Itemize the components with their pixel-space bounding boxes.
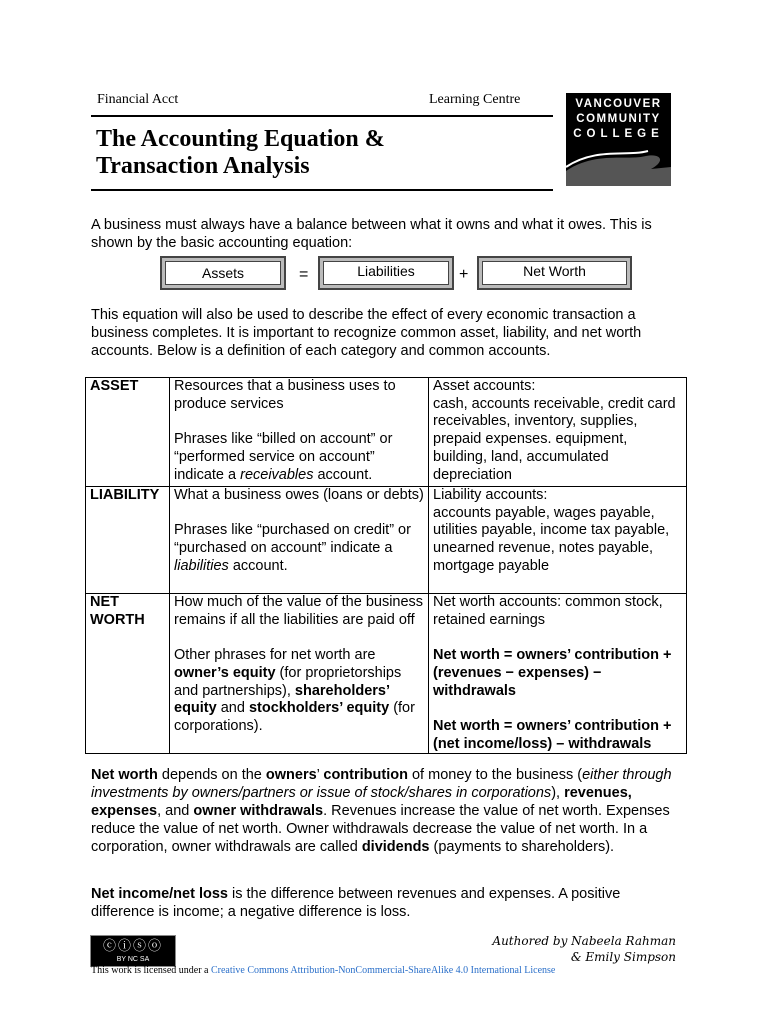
accounts-list: cash, accounts receivable, credit card receivables, inventory, supplies, prepaid expenses. equipment, building, land, accumulated depreciation (433, 395, 676, 483)
accounts-title: Liability accounts: (433, 487, 548, 503)
accounts-table (85, 377, 687, 754)
equals-sign: = (299, 266, 309, 283)
vcc-logo: VANCOUVER COMMUNITY COLLEGE (566, 93, 671, 186)
authors: Authored by Nabeela Rahman & Emily Simpson (492, 934, 676, 964)
accounts-list: accounts payable, wages payable, utilities payable, income tax payable, unearned revenue, notes payable, mortgage payable (433, 504, 670, 574)
assets-box: Assets (160, 256, 286, 290)
liabilities-box: Liabilities (318, 256, 454, 290)
table-row (86, 378, 687, 487)
phrases: Phrases like “billed on account” or “performed service on account” indicate a receivables account. (174, 431, 393, 483)
net-income-paragraph: Net income/net loss is the difference between revenues and expenses. A positive difference is income; a negative difference is loss. (91, 886, 621, 920)
paragraph: This equation will also be used to describe the effect of every economic transaction a business completes. It is important to recognize common asset, liability, and net worth accounts. Below is a definition of each category and common accounts. (91, 307, 642, 359)
row-label: NET WORTH (90, 594, 145, 628)
cc-icon: ⓒⓘⓢⓞ (102, 938, 163, 953)
course-label: Financial Acct (97, 92, 179, 107)
accounts-title: Asset accounts: (433, 378, 536, 394)
definition: What a business owes (loans or debts) (174, 487, 424, 503)
definition: Resources that a business uses to produce services (174, 378, 396, 412)
intro-text: A business must always have a balance between what it owns and what it owes. This is shown by the basic accounting equation: (91, 217, 652, 251)
plus-sign: + (459, 266, 469, 283)
divider (91, 115, 553, 117)
definition: How much of the value of the business remains if all the liabilities are paid off (174, 594, 424, 628)
formula: Net worth = owners’ contribution + (revenues − expenses) − withdrawals (433, 647, 672, 699)
formula: Net worth = owners’ contribution + (net income/loss) – withdrawals (433, 717, 672, 752)
table-row (86, 487, 687, 594)
centre-label: Learning Centre (429, 92, 521, 107)
net-worth-box: Net Worth (477, 256, 632, 290)
license-link[interactable]: Creative Commons Attribution-NonCommercial-ShareAlike 4.0 International License (210, 965, 556, 976)
phrases: Other phrases for net worth are owner’s equity (for proprietorships and partnerships), shareholders’ equity and stockholders’ equity (for corporations). (174, 647, 415, 734)
row-label: ASSET (90, 378, 139, 394)
cc-license-badge[interactable]: ⓒⓘⓢⓞ BY NC SA (90, 935, 176, 967)
table-row (86, 594, 687, 754)
phrases: Phrases like “purchased on credit” or “purchased on account” indicate a liabilities account. (174, 522, 411, 574)
divider (91, 189, 553, 191)
row-label: LIABILITY (90, 487, 160, 503)
license-text: This work is licensed under a Creative Commons Attribution-NonCommercial-ShareAlike 4.0 International License (91, 965, 556, 976)
net-worth-paragraph: Net worth depends on the owners’ contribution of money to the business (either through investments by owners/partners or issue of stock/shares in corporations), revenues, expenses, and owner withdrawals. Revenues increase the value of net worth. Expenses reduce the value of net worth. Owner withdrawals decrease the value of net worth. In a corporation, owner withdrawals are called dividends (payments to shareholders). (91, 767, 672, 855)
accounts-list: Net worth accounts: common stock, retained earnings (433, 594, 663, 628)
page-title: The Accounting Equation & Transaction Analysis (96, 126, 385, 179)
